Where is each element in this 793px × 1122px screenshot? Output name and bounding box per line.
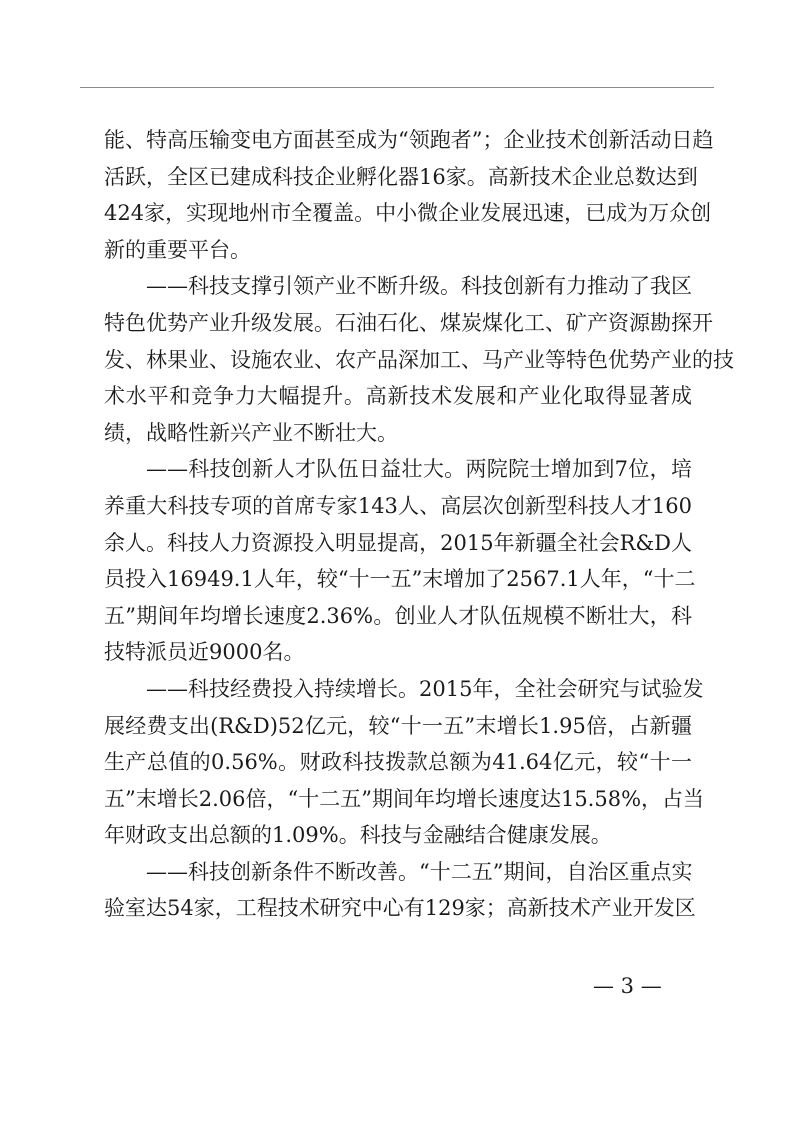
header-rule — [80, 87, 714, 88]
text-line: 活跃，全区已建成科技企业孵化器16家。高新技术企业总数达到 — [104, 164, 698, 189]
text-line: 绩，战略性新兴产业不断壮大。 — [104, 420, 398, 445]
text-line: ——科技创新人才队伍日益壮大。两院院士增加到7位，培 — [146, 457, 692, 482]
text-line: 余人。科技人力资源投入明显提高，2015年新疆全社会R&D人 — [104, 530, 692, 555]
paragraph — [104, 671, 705, 854]
text-line: 特色优势产业升级发展。石油石化、煤炭煤化工、矿产资源勘探开 — [104, 310, 713, 335]
paragraph — [104, 122, 714, 268]
text-line: 新的重要平台。 — [104, 237, 251, 262]
text-line: ——科技支撑引领产业不断升级。科技创新有力推动了我区 — [146, 274, 692, 299]
text-line: 术水平和竞争力大幅提升。高新技术发展和产业化取得显著成 — [104, 384, 692, 409]
text-line: 年财政支出总额的1.09%。科技与金融结合健康发展。 — [104, 823, 612, 848]
paragraph — [104, 268, 734, 451]
paragraph — [104, 451, 696, 671]
text-line: 五”期间年均增长速度2.36%。创业人才队伍规模不断壮大，科 — [104, 603, 692, 628]
text-line: 生产总值的0.56%。财政科技拨款总额为41.64亿元，较“十一 — [104, 750, 692, 775]
body-text — [104, 122, 734, 927]
text-line: ——科技创新条件不断改善。“十二五”期间，自治区重点实 — [146, 859, 693, 884]
text-line: 能、特高压输变电方面甚至成为“领跑者”；企业技术创新活动日趋 — [104, 128, 714, 152]
text-line: 424家，实现地州市全覆盖。中小微企业发展迅速，已成为万众创 — [104, 201, 712, 226]
text-line: 养重大科技专项的首席专家143人、高层次创新型科技人才160 — [104, 493, 692, 518]
paragraph — [104, 854, 696, 927]
text-line: 技特派员近9000名。 — [104, 640, 305, 665]
text-line: 展经费支出(R&D)52亿元，较“十一五”末增长1.95倍，占新疆 — [104, 713, 692, 738]
page-number: — 3 — — [593, 974, 662, 998]
text-line: 员投入16949.1人年，较“十一五”末增加了2567.1人年，“十二 — [104, 567, 696, 592]
text-line: ——科技经费投入持续增长。2015年，全社会研究与试验发 — [146, 676, 704, 701]
text-line: 验室达54家，工程技术研究中心有129家；高新技术产业开发区 — [104, 896, 696, 921]
text-line: 五”末增长2.06倍，“十二五”期间年均增长速度达15.58%，占当 — [104, 786, 705, 811]
text-line: 发、林果业、设施农业、农产品深加工、马产业等特色优势产业的技 — [104, 347, 734, 372]
